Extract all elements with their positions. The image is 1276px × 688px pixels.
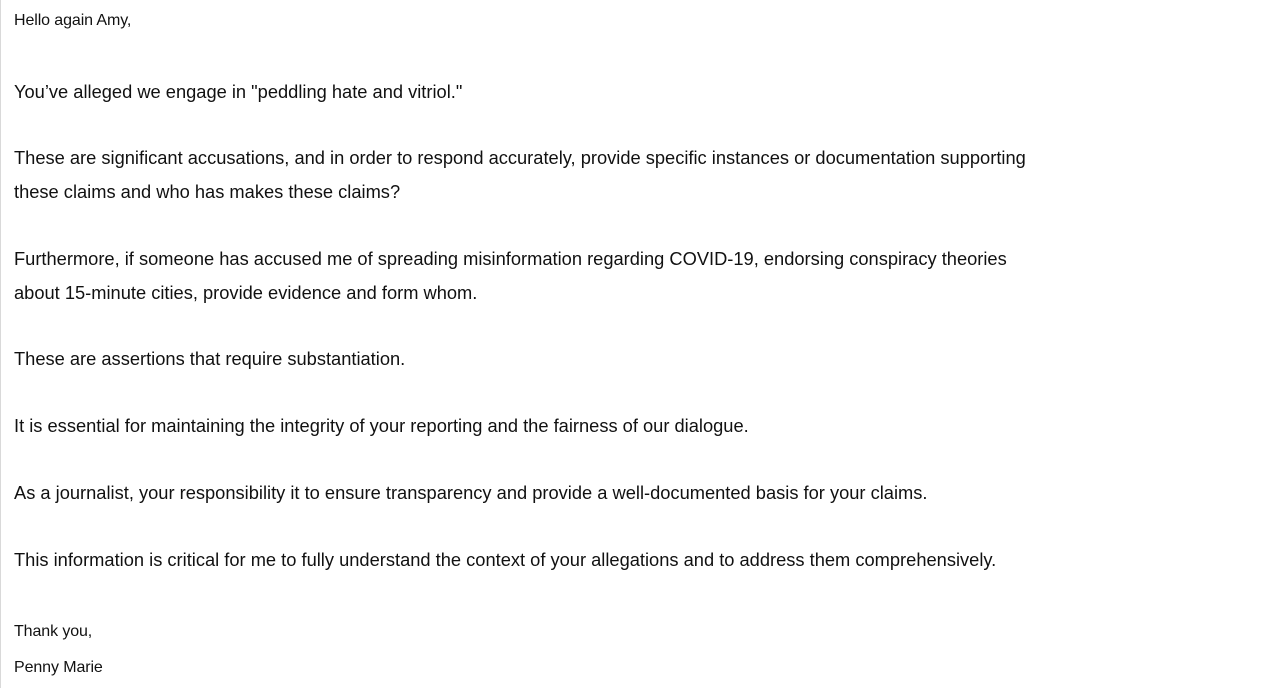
paragraph-journalist: As a journalist, your responsibility it to ensure transparency and provide a well-documented basis for your claims. [14, 482, 928, 503]
greeting: Hello again Amy, [14, 12, 132, 29]
paragraph-misinformation-line-1: Furthermore, if someone has accused me of spreading misinformation regarding COVID-19, endorsing conspiracy theories [14, 248, 1007, 269]
signature: Penny Marie [14, 659, 103, 676]
closing: Thank you, [14, 623, 93, 640]
paragraph-misinformation-line-2: about 15-minute cities, provide evidence and form whom. [14, 282, 478, 303]
paragraph-accusations-line-1: These are significant accusations, and in order to respond accurately, provide specific instances or documentation supporting [14, 147, 1026, 168]
paragraph-integrity: It is essential for maintaining the integrity of your reporting and the fairness of our dialogue. [14, 415, 749, 436]
paragraph-critical-info: This information is critical for me to fully understand the context of your allegations and to address them comprehensively. [14, 549, 997, 570]
paragraph-accusations-line-2: these claims and who has makes these claims? [14, 181, 401, 202]
paragraph-allegation: You’ve alleged we engage in "peddling hate and vitriol." [14, 81, 463, 102]
paragraph-substantiation: These are assertions that require substantiation. [14, 348, 406, 369]
